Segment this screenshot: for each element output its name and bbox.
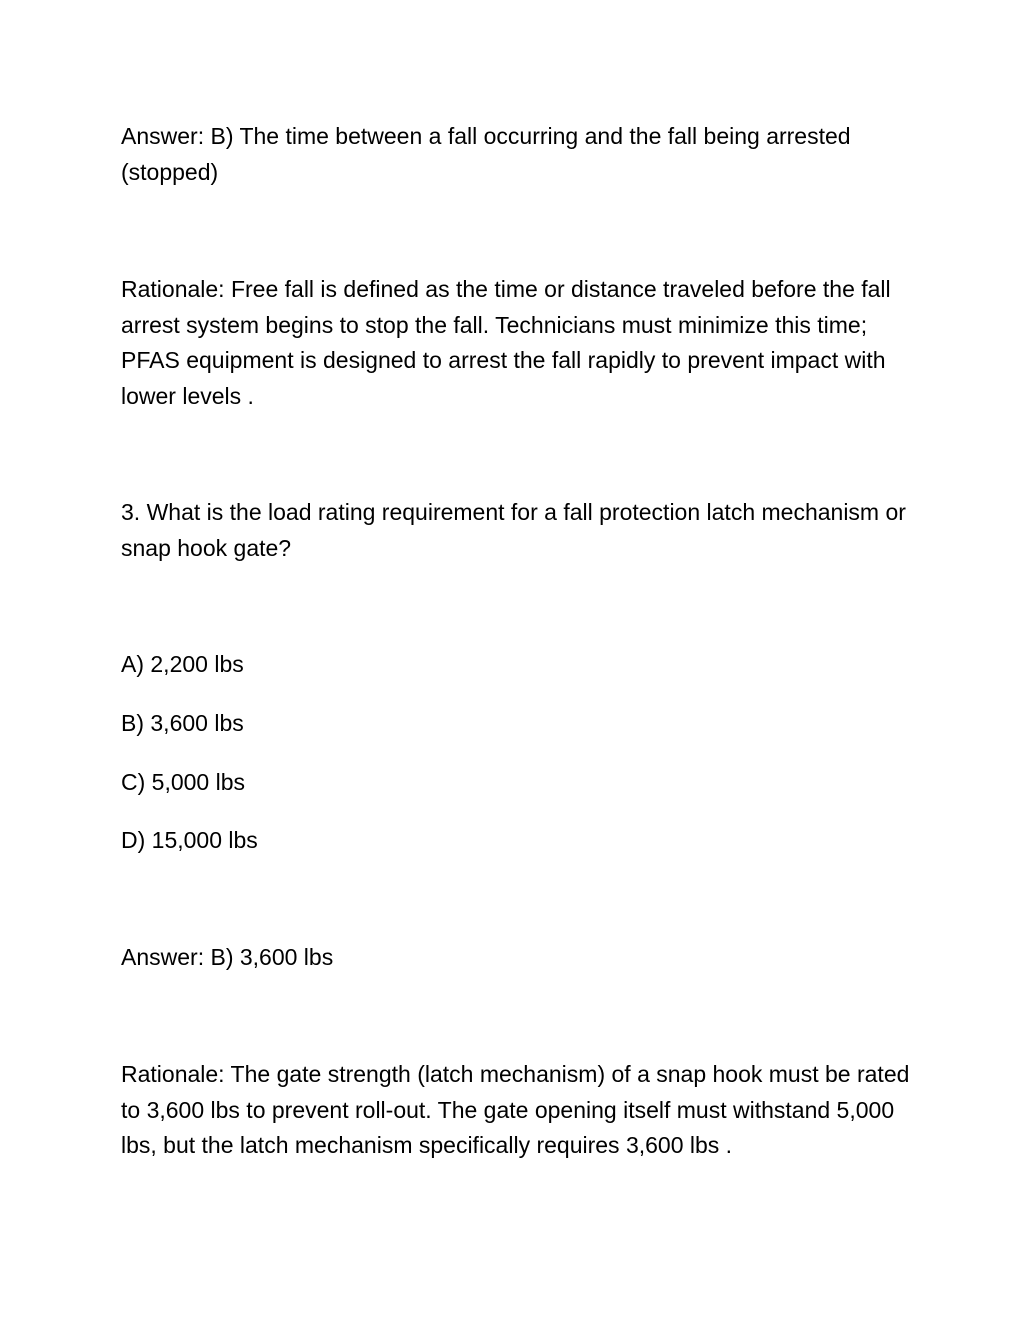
option-a: A) 2,200 lbs	[121, 651, 244, 677]
question-rationale: Rationale: The gate strength (latch mechanism) of a snap hook must be rated to 3,600 lbs to prevent roll-out. The gate opening itself must withstand 5,000 lbs, but the latch mechanism specifically requires 3,600 lbs .	[121, 1061, 910, 1158]
option-b: B) 3,600 lbs	[121, 710, 244, 736]
question-answer: Answer: B) 3,600 lbs	[121, 944, 334, 970]
option-c: C) 5,000 lbs	[121, 769, 246, 795]
question-text: 3. What is the load rating requirement for a fall protection latch mechanism or snap hook gate?	[121, 499, 906, 561]
answer-paragraph: Answer: B) The time between a fall occurring and the fall being arrested (stopped)	[121, 123, 851, 185]
rationale-paragraph: Rationale: Free fall is defined as the time or distance traveled before the fall arrest system begins to stop the fall. Technicians must minimize this time; PFAS equipment is designed to arrest the fall rapidly to prevent impact with lower levels .	[121, 276, 891, 409]
option-d: D) 15,000 lbs	[121, 827, 258, 853]
